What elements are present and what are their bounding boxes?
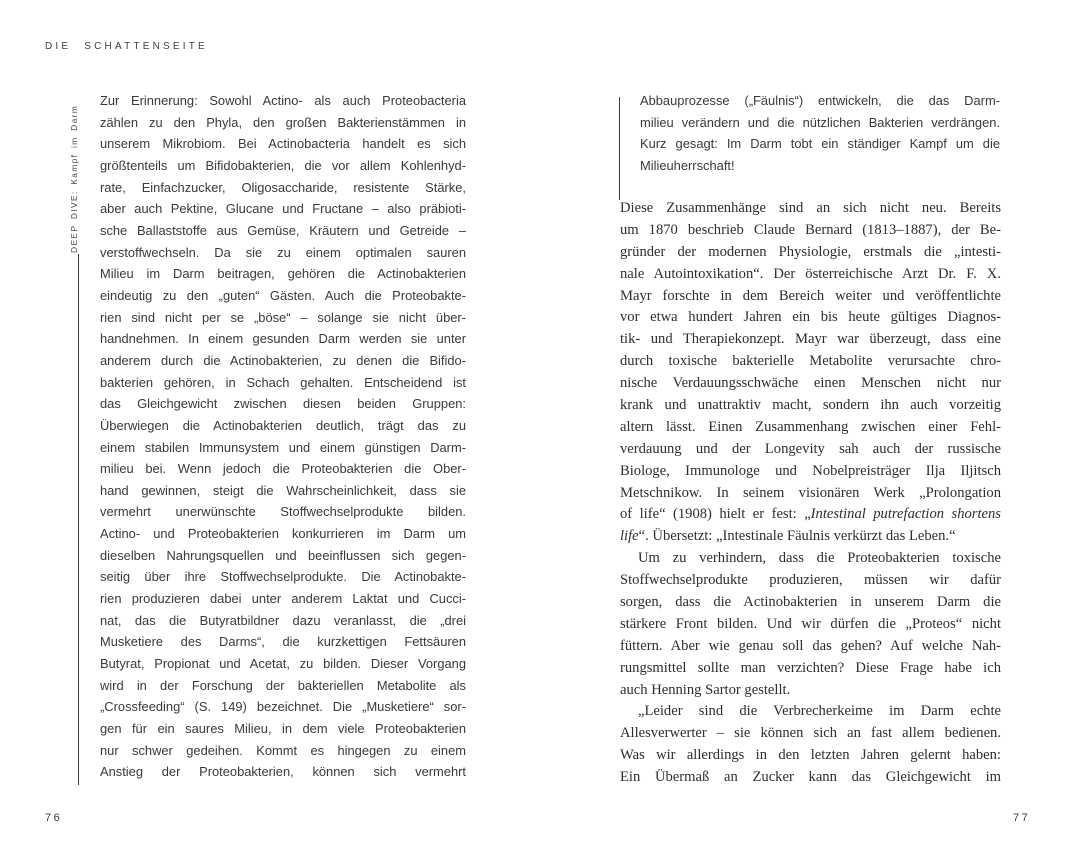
text-line: Mayr forschte in dem Bereich weiter und veröffentlichte — [620, 287, 1001, 304]
text-line: verdauung und der Longevity sah auch der russische — [620, 440, 1001, 457]
text-line: „Crossfeeding“ (S. 149) bezeichnet. Die „Musketiere“ sor- — [100, 699, 466, 715]
running-head: DIE SCHATTENSEITE — [45, 41, 208, 52]
text-line: Butyrat, Propionat und Acetat, zu bilden. Dieser Vorgang — [100, 656, 466, 672]
text-line: Biologe, Immunologe und Nobelpreisträger Ilja Iljitsch — [620, 462, 1001, 479]
text-line: milieu verändern und die nützlichen Bakterien verdrängen. — [640, 114, 1000, 130]
text-line: größtenteils um Bifidobakterien, die vor allem Kohlenhyd- — [100, 157, 466, 173]
text-line: milieu bei. Wenn jedoch die Proteobakterien die Ober- — [100, 461, 466, 477]
page-number-right: 77 — [1013, 812, 1031, 824]
left-text-column — [100, 90, 466, 783]
deep-dive-rule-right — [619, 97, 620, 200]
text-line: seitig über ihre Stoffwechselprodukte. Die Actinobakte- — [100, 569, 466, 585]
text-line: aber auch Pektine, Glucane und Fructane – also präbioti- — [100, 201, 466, 217]
text-line: rien sind nicht per se „böse“ – solange sie nicht über- — [100, 309, 466, 325]
text-line: gen für ein saures Milieu, in dem viele Proteobakterien — [100, 721, 466, 737]
text-line: Überwiegen die Actinobakterien deutlich, trägt das zu — [100, 417, 466, 433]
text-line: Was wir allerdings in den letzten Jahren gelernt haben: — [620, 747, 1001, 764]
text-line: Um zu verhindern, dass die Proteobakterien toxische — [638, 550, 1001, 567]
text-line: bakterien gehören, in Schach gehalten. Entscheidend ist — [100, 374, 466, 390]
text-line: Stoffwechselprodukte produzieren, müssen wir dafür — [620, 572, 1001, 589]
deep-dive-rule-left — [78, 254, 79, 785]
text-line: hand gewinnen, steigt die Wahrscheinlichkeit, dass sie — [100, 482, 466, 498]
text-line: handnehmen. In einem gesunden Darm werden sie unter — [100, 331, 466, 347]
text-line: auch Henning Sartor gestellt. — [620, 681, 791, 698]
text-line: wird in der Forschung der bakteriellen Metabolite als — [100, 677, 466, 693]
text-line: stärkere Front bilden. Und wir dürfen die „Proteos“ nicht — [620, 615, 1001, 632]
text-line: Milieu im Darm beitragen, gehören die Actinobakterien — [100, 266, 466, 282]
text-line: nat, das die Butyratbildner dazu veranlasst, die „drei — [100, 612, 466, 628]
text-line: „Leider sind die Verbrecherkeime im Darm echte — [638, 703, 1001, 720]
text-line: rien produzieren dabei unter anderem Laktat und Cucci- — [100, 591, 466, 607]
text-line: tik- und Therapiekonzept. Mayr war überzeugt, dass eine — [620, 331, 1001, 348]
text-line: Metschnikow. In seinem visionären Werk „Prolongation — [620, 484, 1001, 501]
text-line: sche Ballaststoffe aus Gemüse, Kräutern und Getreide – — [100, 222, 466, 238]
text-line: Actino- und Proteobakterien konkurrieren im Darm um — [100, 526, 466, 542]
text-line: rate, Einfachzucker, Oligosaccharide, resistente Stärke, — [100, 179, 466, 195]
text-line: vor etwa hundert Jahren ein bis heute gültiges Diagnos- — [620, 309, 1001, 326]
text-line: nische Verdauungsschwäche einen Menschen nicht nur — [620, 375, 1001, 392]
text-line: füttern. Aber wie genau soll das gehen? Auf welche Nah- — [620, 637, 1001, 654]
text-line: life“. Übersetzt: „Intestinale Fäulnis verkürzt das Leben.“ — [620, 528, 956, 545]
text-line: krank und unattraktiv macht, sondern ihn auch vorzeitig — [620, 397, 1001, 414]
text-line: Abbauprozesse („Fäulnis“) entwickeln, die das Darm- — [640, 93, 1000, 108]
text-line: Kurz gesagt: Im Darm tobt ein ständiger Kampf um die — [640, 136, 1000, 152]
text-line: altern lässt. Einen Zusammenhang zwischen einer Fehl- — [620, 418, 1001, 435]
text-line: anderem durch die Actinobakterien, zu denen die Bifido- — [100, 352, 466, 368]
text-line: eindeutig zu den „guten“ Gästen. Auch die Proteobakte- — [100, 287, 466, 303]
text-line: zählen zu den Phyla, den großen Bakterienstämmen in — [100, 114, 466, 130]
text-line: of life“ (1908) hielt er fest: „Intestinal putrefaction shortens — [620, 506, 1001, 523]
text-line: sorgen, dass die Actinobakterien in unserem Darm die — [620, 594, 1001, 611]
text-line: vermehrt unerwünschte Stoffwechselprodukte bilden. — [100, 504, 466, 520]
right-body-column — [620, 198, 1001, 789]
text-line: Milieuherrschaft! — [640, 158, 735, 174]
text-line: nale Autointoxikation“. Der österreichische Arzt Dr. F. X. — [620, 265, 1001, 282]
page-number-left: 76 — [45, 812, 63, 824]
text-line: verstoffwechseln. Da sie zu einem optimalen sauren — [100, 244, 466, 260]
deep-dive-vertical-label: DEEP DIVE: Kampf im Darm — [69, 104, 79, 253]
text-line: Diese Zusammenhänge sind an sich nicht neu. Bereits — [620, 200, 1001, 216]
text-line: durch toxische bakterielle Metabolite verursachte chro- — [620, 353, 1001, 370]
text-line: Ein Übermaß an Zucker kann das Gleichgewicht im — [620, 769, 1001, 786]
text-line: nur schwer gedeihen. Kommt es hingegen zu einem — [100, 742, 466, 758]
text-line: unserem Mikrobiom. Bei Actinobacteria handelt es sich — [100, 136, 466, 152]
text-line: um 1870 beschrieb Claude Bernard (1813–1887), der Be- — [620, 221, 1001, 238]
text-line: das Gleichgewicht zwischen diesen beiden Gruppen: — [100, 396, 466, 412]
deep-dive-continuation-column — [640, 90, 1000, 177]
text-line: gründer der modernen Physiologie, erstmals die „intesti- — [620, 243, 1001, 260]
text-line: Musketiere des Darms“, die kurzkettigen Fettsäuren — [100, 634, 466, 650]
text-line: rungsmittel sollte man verzichten? Diese Frage habe ich — [620, 659, 1001, 676]
text-line: Zur Erinnerung: Sowohl Actino- als auch Proteobacteria — [100, 93, 466, 108]
text-line: einem stabilen Immunsystem und einem günstigen Darm- — [100, 439, 466, 455]
text-line: Anstieg der Proteobakterien, können sich vermehrt — [100, 764, 466, 780]
text-line: Allesverwerter – sie können sich an fast allem bedienen. — [620, 725, 1001, 742]
text-line: dieselben Nahrungsquellen und beeinflussen sich gegen- — [100, 547, 466, 563]
